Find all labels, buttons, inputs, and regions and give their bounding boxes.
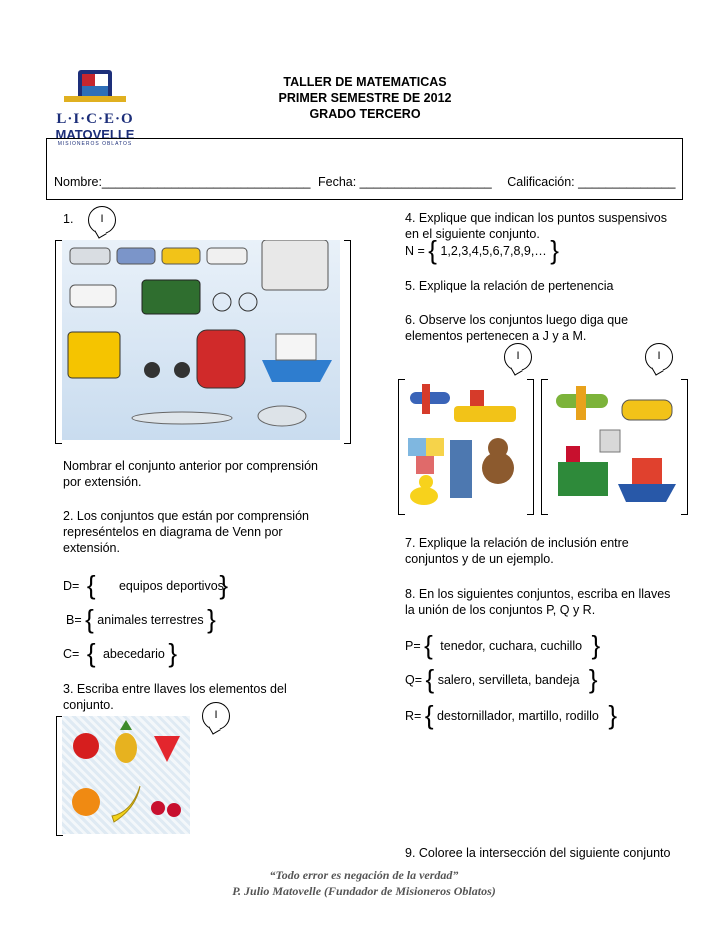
close-brace: }: [550, 235, 559, 265]
header-line3: GRADO TERCERO: [309, 107, 421, 121]
car-icon: [207, 248, 247, 264]
apple-icon: [73, 733, 99, 759]
bracket: [344, 240, 351, 444]
crest-icon: [50, 66, 140, 106]
q9-text: 9. Coloree la intersección del siguiente conjunto: [405, 846, 671, 860]
open-brace: {: [424, 630, 433, 660]
q7-line-b: conjuntos y de un ejemplo.: [405, 552, 554, 566]
close-brace: }: [168, 638, 178, 668]
q6-line-b: elementos pertenecen a J y a M.: [405, 329, 587, 343]
duck-icon: [410, 475, 438, 505]
q4-line-b: en el siguiente conjunto.: [405, 227, 540, 241]
truck-icon: [262, 240, 328, 290]
strawberry-icon: [154, 736, 180, 762]
open-brace: {: [85, 604, 94, 634]
logo-school: L·I·C·E·O: [56, 111, 134, 127]
set-c-value: abecedario: [102, 647, 165, 661]
set-q: [405, 664, 598, 694]
robot-icon: [600, 430, 620, 452]
boat-icon: [262, 334, 332, 382]
bus-icon: [68, 332, 120, 378]
set-d: [63, 570, 229, 600]
callout-bubble: I: [202, 702, 230, 730]
set-c-label: C=: [63, 647, 80, 661]
fecha-field[interactable]: Fecha: ___________________: [317, 175, 492, 189]
q3-text: [63, 681, 287, 713]
student-info-box: [46, 138, 683, 200]
set-q-label: Q=: [405, 673, 423, 687]
q3-line-b: conjunto.: [63, 698, 114, 712]
bracket: [527, 379, 534, 515]
set-p-value: tenedor, cuchara, cuchillo: [440, 639, 583, 653]
boat-icon: [618, 458, 676, 502]
close-brace: }: [588, 664, 598, 694]
train-icon: [558, 446, 608, 496]
set-b: [66, 604, 216, 634]
q1-text: [63, 458, 318, 490]
motorcycle-icon: [144, 362, 190, 378]
set-p: [405, 630, 601, 660]
q4-line-a: 4. Explique que indican los puntos suspensivos: [405, 211, 667, 225]
student-fields: [54, 175, 675, 189]
boat-icon: [454, 390, 516, 422]
q5-text: 5. Explique la relación de pertenencia: [405, 279, 614, 293]
robot-icon: [450, 440, 472, 498]
fruits-image: [62, 716, 190, 834]
footer-author: P. Julio Matovelle (Fundador de Misioneros Oblatos): [232, 884, 496, 898]
set-d-value: equipos deportivos: [118, 579, 224, 593]
set-n: [405, 235, 559, 265]
open-brace: {: [86, 638, 96, 668]
set-n-label: N =: [405, 244, 425, 258]
q7-text: [405, 535, 629, 567]
set-b-label: B=: [66, 613, 82, 627]
nombre-field[interactable]: Nombre:______________________________: [54, 175, 311, 189]
open-brace: {: [428, 235, 437, 265]
q2-text: [63, 508, 309, 556]
footer-quote: “Todo error es negación de la verdad”: [269, 868, 459, 882]
open-brace: {: [425, 664, 435, 694]
page-header: [250, 74, 480, 122]
orange-icon: [72, 788, 100, 816]
calificacion-field[interactable]: Calificación: ______________: [507, 175, 676, 189]
car-icon: [622, 400, 672, 420]
callout-bubble: I: [645, 343, 673, 371]
blocks-icon: [408, 438, 444, 474]
set-n-value: 1,2,3,4,5,6,7,8,9,…: [440, 244, 547, 258]
jeep-icon: [142, 280, 200, 314]
toys-set-m-image: [548, 380, 680, 512]
pineapple-icon: [115, 720, 137, 763]
open-brace: {: [424, 700, 434, 730]
car-icon: [70, 248, 110, 264]
bicycle-icon: [213, 293, 257, 311]
q8-line-a: 8. En los siguientes conjuntos, escriba en llaves: [405, 587, 671, 601]
taxi-icon: [162, 248, 200, 264]
vehicles-image: [62, 240, 340, 440]
q1-number: 1.: [63, 212, 74, 226]
q8-text: [405, 586, 670, 618]
set-r-value: destornillador, martillo, rodillo: [436, 709, 599, 723]
car-icon: [117, 248, 155, 264]
q3-line-a: 3. Escriba entre llaves los elementos del: [63, 682, 287, 696]
bracket: [55, 240, 62, 444]
open-brace: {: [86, 570, 96, 600]
teddy-bear-icon: [482, 438, 514, 484]
q6-text: [405, 312, 628, 344]
banana-icon: [112, 786, 140, 822]
close-brace: }: [608, 700, 618, 730]
cherries-icon: [151, 801, 181, 817]
school-logo: [50, 66, 140, 147]
bracket: [541, 379, 548, 515]
close-brace: }: [219, 570, 229, 600]
set-r-label: R=: [405, 709, 422, 723]
close-brace: }: [591, 630, 601, 660]
callout-bubble: I: [88, 206, 116, 234]
car-icon: [70, 285, 116, 307]
header-line1: TALLER DE MATEMATICAS: [283, 75, 447, 89]
airplane-icon: [556, 386, 608, 420]
airplane-icon: [132, 412, 232, 424]
helicopter-icon: [258, 406, 306, 426]
bracket: [681, 379, 688, 515]
q2-line-c: extensión.: [63, 541, 120, 555]
q2-line-b: represéntelos en diagrama de Venn por: [63, 525, 283, 539]
q6-line-a: 6. Observe los conjuntos luego diga que: [405, 313, 629, 327]
airplane-icon: [410, 384, 450, 414]
callout-bubble: I: [504, 343, 532, 371]
close-brace: }: [207, 604, 216, 634]
q4-text: [405, 210, 667, 242]
set-r: [405, 700, 618, 730]
toys-set-j-image: [404, 380, 526, 512]
logo-sub: MISIONEROS OBLATOS: [57, 141, 133, 147]
set-c: [63, 638, 178, 668]
set-b-value: animales terrestres: [97, 613, 204, 627]
q1-line-b: por extensión.: [63, 475, 142, 489]
set-q-value: salero, servilleta, bandeja: [437, 673, 580, 687]
train-icon: [197, 330, 245, 388]
logo-name: MATOVELLE: [55, 127, 135, 142]
header-line2: PRIMER SEMESTRE DE 2012: [278, 91, 452, 105]
q8-line-b: la unión de los conjuntos P, Q y R.: [405, 603, 596, 617]
q7-line-a: 7. Explique la relación de inclusión entre: [405, 536, 629, 550]
q2-line-a: 2. Los conjuntos que están por comprensión: [63, 509, 309, 523]
set-p-label: P=: [405, 639, 421, 653]
q1-line-a: Nombrar el conjunto anterior por comprensión: [63, 459, 318, 473]
set-d-label: D=: [63, 579, 80, 593]
